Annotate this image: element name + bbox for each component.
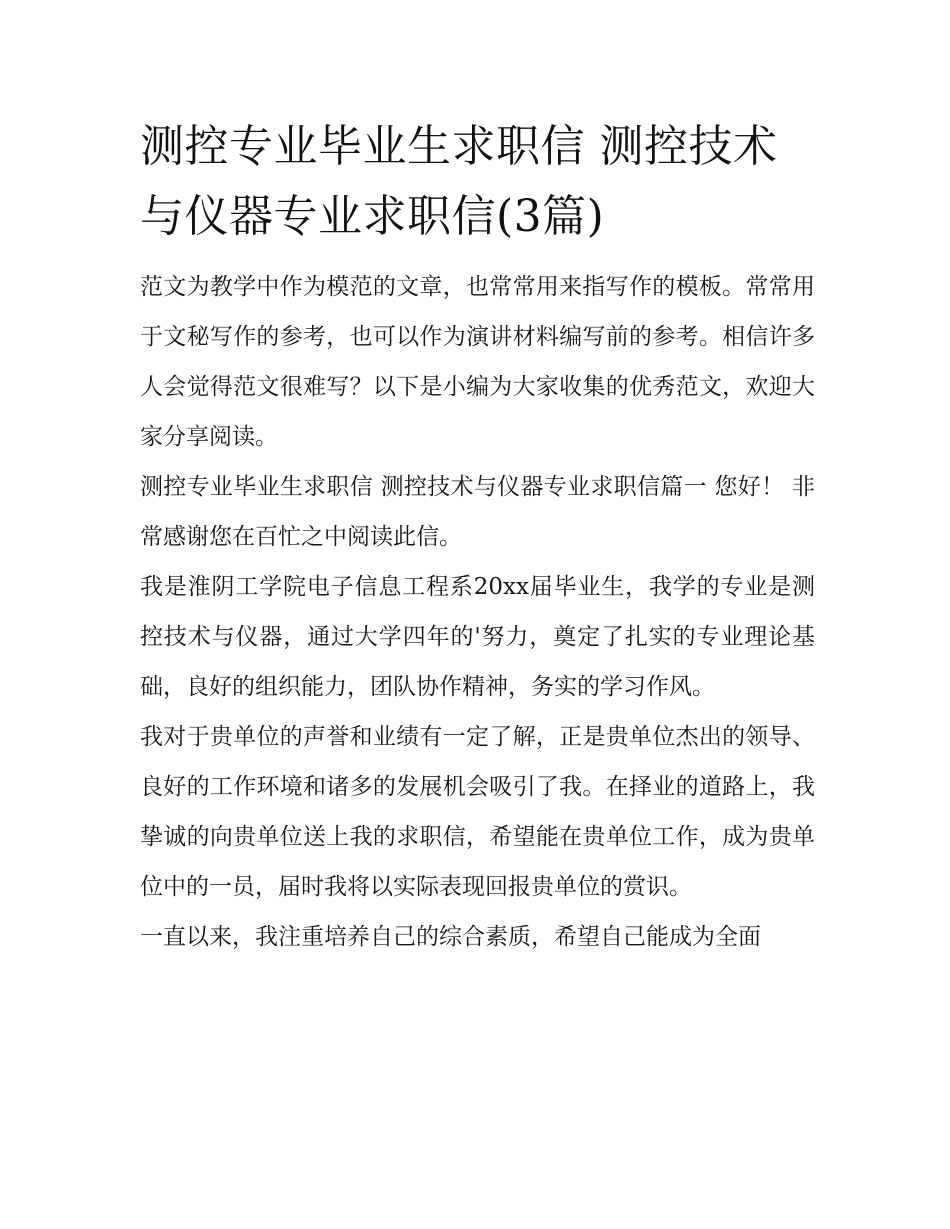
document-title: 测控专业毕业生求职信 测控技术与仪器专业求职信(3篇)	[140, 121, 778, 242]
paragraph-self-introduction: 我是淮阴工学院电子信息工程系20xx届毕业生，我学的专业是测控技术与仪器，通过大学四年的'努力，奠定了扎实的专业理论基础，良好的组织能力，团队协作精神，务实的学习作风。	[140, 574, 815, 700]
paragraph-qualities: 一直以来，我注重培养自己的综合素质，希望自己能成为全面	[140, 924, 761, 950]
document-content	[140, 112, 815, 962]
paragraph-greeting: 测控专业毕业生求职信 测控技术与仪器专业求职信篇一 您好！ 非常感谢您在百忙之中阅读此信。	[140, 474, 815, 550]
paragraph-intro: 范文为教学中作为模范的文章，也常常用来指写作的模板。常常用于文秘写作的参考，也可以作为演讲材料编写前的参考。相信许多人会觉得范文很难写？以下是小编为大家收集的优秀范文，欢迎大家分享阅读。	[140, 274, 815, 450]
document-body	[140, 262, 815, 962]
paragraph-company-interest: 我对于贵单位的声誉和业绩有一定了解，正是贵单位杰出的领导、良好的工作环境和诸多的发展机会吸引了我。在择业的道路上，我挚诚的向贵单位送上我的求职信，希望能在贵单位工作，成为贵单位中的一员，届时我将以实际表现回报贵单位的赏识。	[140, 724, 815, 900]
